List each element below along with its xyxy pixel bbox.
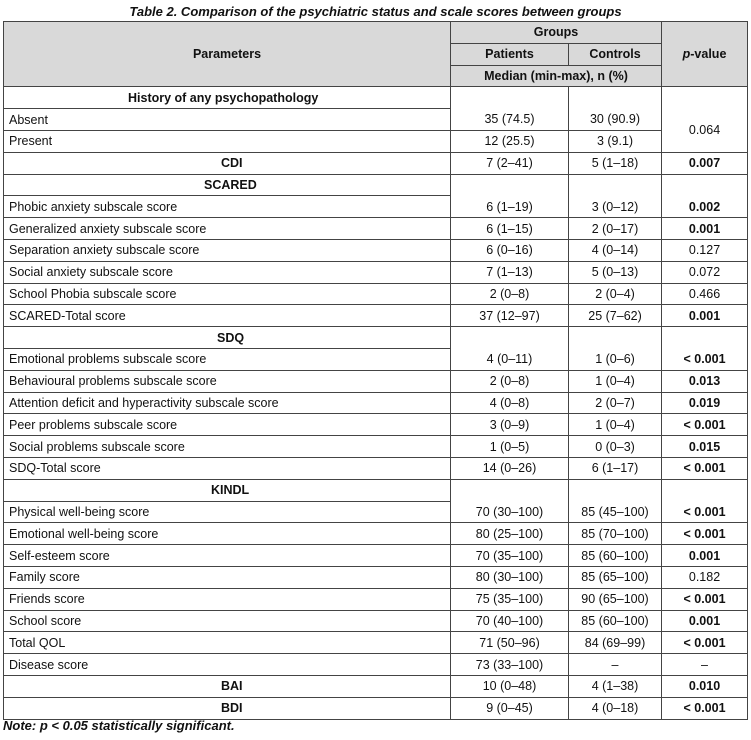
controls-cell: – bbox=[569, 654, 662, 676]
table-row bbox=[4, 109, 748, 131]
pvalue-cell: 0.001 bbox=[662, 610, 748, 632]
pvalue-cell: < 0.001 bbox=[662, 632, 748, 654]
table-row bbox=[4, 283, 748, 305]
patients-cell: 70 (30–100) bbox=[451, 501, 569, 523]
row-label: Social problems subscale score bbox=[4, 436, 451, 458]
pvalue-cell: < 0.001 bbox=[662, 523, 748, 545]
comparison-table bbox=[3, 21, 748, 720]
table-note bbox=[3, 718, 235, 734]
pvalue-cell: 0.001 bbox=[662, 545, 748, 567]
patients-cell: 2 (0–8) bbox=[451, 370, 569, 392]
pvalue-cell: 0.072 bbox=[662, 261, 748, 283]
row-label: Friends score bbox=[4, 588, 451, 610]
row-label: Peer problems subscale score bbox=[4, 414, 451, 436]
row-label: Emotional problems subscale score bbox=[4, 348, 451, 370]
table-row bbox=[4, 392, 748, 414]
row-label: Generalized anxiety subscale score bbox=[4, 218, 451, 240]
table-row bbox=[4, 348, 748, 370]
table-row bbox=[4, 457, 748, 479]
patients-cell: 6 (0–16) bbox=[451, 239, 569, 261]
patients-cell: 3 (0–9) bbox=[451, 414, 569, 436]
pvalue-cell: < 0.001 bbox=[662, 697, 748, 719]
patients-cell: 80 (25–100) bbox=[451, 523, 569, 545]
row-label: Attention deficit and hyperactivity subscale score bbox=[4, 392, 451, 414]
table-row bbox=[4, 196, 748, 218]
table-row bbox=[4, 370, 748, 392]
patients-cell: 7 (2–41) bbox=[451, 152, 569, 174]
pvalue-cell: 0.001 bbox=[662, 218, 748, 240]
pvalue-cell: < 0.001 bbox=[662, 457, 748, 479]
controls-cell: 4 (1–38) bbox=[569, 675, 662, 697]
table-row bbox=[4, 501, 748, 523]
controls-cell: 84 (69–99) bbox=[569, 632, 662, 654]
patients-cell: 37 (12–97) bbox=[451, 305, 569, 327]
bai-row bbox=[4, 675, 748, 697]
pvalue-cell: 0.010 bbox=[662, 675, 748, 697]
row-label: Emotional well-being score bbox=[4, 523, 451, 545]
pvalue-cell: 0.064 bbox=[662, 109, 748, 153]
bai-label: BAI bbox=[4, 675, 451, 697]
pvalue-cell: < 0.001 bbox=[662, 348, 748, 370]
note-prefix: Note: bbox=[3, 718, 40, 733]
patients-cell: 2 (0–8) bbox=[451, 283, 569, 305]
table-row bbox=[4, 654, 748, 676]
pvalue-cell: 0.127 bbox=[662, 239, 748, 261]
header-patients: Patients bbox=[451, 43, 569, 65]
patients-cell: 75 (35–100) bbox=[451, 588, 569, 610]
table-row bbox=[4, 239, 748, 261]
header-median: Median (min-max), n (%) bbox=[451, 65, 662, 87]
sdq-title-row bbox=[4, 327, 748, 349]
patients-cell: 6 (1–15) bbox=[451, 218, 569, 240]
row-label: Disease score bbox=[4, 654, 451, 676]
sdq-section bbox=[4, 327, 748, 480]
row-label: Absent bbox=[4, 109, 451, 131]
patients-cell: 80 (30–100) bbox=[451, 566, 569, 588]
patients-cell: 70 (35–100) bbox=[451, 545, 569, 567]
pvalue-cell: < 0.001 bbox=[662, 414, 748, 436]
table-row bbox=[4, 436, 748, 458]
row-label: SCARED-Total score bbox=[4, 305, 451, 327]
note-rest: < 0.05 statistically significant. bbox=[47, 718, 235, 733]
controls-cell: 3 (0–12) bbox=[569, 196, 662, 218]
header-groups: Groups bbox=[451, 22, 662, 44]
table-row bbox=[4, 566, 748, 588]
controls-cell: 85 (60–100) bbox=[569, 610, 662, 632]
controls-cell: 1 (0–4) bbox=[569, 414, 662, 436]
history-title: History of any psychopathology bbox=[4, 87, 451, 109]
pvalue-cell: 0.001 bbox=[662, 305, 748, 327]
row-label: Total QOL bbox=[4, 632, 451, 654]
patients-cell: 70 (40–100) bbox=[451, 610, 569, 632]
controls-cell: 90 (65–100) bbox=[569, 588, 662, 610]
pvalue-cell: 0.466 bbox=[662, 283, 748, 305]
patients-cell: 4 (0–11) bbox=[451, 348, 569, 370]
header-pvalue-rest: -value bbox=[690, 47, 727, 62]
scared-title-row bbox=[4, 174, 748, 196]
controls-cell: 2 (0–4) bbox=[569, 283, 662, 305]
controls-cell: 85 (60–100) bbox=[569, 545, 662, 567]
cdi-label: CDI bbox=[4, 152, 451, 174]
controls-cell: 0 (0–3) bbox=[569, 436, 662, 458]
controls-cell: 4 (0–14) bbox=[569, 239, 662, 261]
table-row bbox=[4, 261, 748, 283]
cdi-row bbox=[4, 152, 748, 174]
header-controls: Controls bbox=[569, 43, 662, 65]
patients-cell: 4 (0–8) bbox=[451, 392, 569, 414]
row-label: Physical well-being score bbox=[4, 501, 451, 523]
table-row bbox=[4, 588, 748, 610]
controls-cell: 85 (45–100) bbox=[569, 501, 662, 523]
pvalue-cell: 0.002 bbox=[662, 196, 748, 218]
pvalue-cell: 0.182 bbox=[662, 566, 748, 588]
controls-cell: 6 (1–17) bbox=[569, 457, 662, 479]
row-label: Present bbox=[4, 130, 451, 152]
pvalue-cell: < 0.001 bbox=[662, 501, 748, 523]
table-row bbox=[4, 610, 748, 632]
row-label: Family score bbox=[4, 566, 451, 588]
controls-cell: 2 (0–7) bbox=[569, 392, 662, 414]
controls-cell: 5 (1–18) bbox=[569, 152, 662, 174]
table-row bbox=[4, 632, 748, 654]
bdi-row bbox=[4, 697, 748, 719]
kindl-title: KINDL bbox=[4, 479, 451, 501]
row-label: School score bbox=[4, 610, 451, 632]
pvalue-cell: 0.007 bbox=[662, 152, 748, 174]
row-label: Self-esteem score bbox=[4, 545, 451, 567]
bdi-label: BDI bbox=[4, 697, 451, 719]
controls-cell: 25 (7–62) bbox=[569, 305, 662, 327]
patients-cell: 35 (74.5) bbox=[451, 109, 569, 131]
patients-cell: 9 (0–45) bbox=[451, 697, 569, 719]
controls-cell: 4 (0–18) bbox=[569, 697, 662, 719]
pvalue-cell: 0.015 bbox=[662, 436, 748, 458]
controls-cell: 3 (9.1) bbox=[569, 130, 662, 152]
header-pvalue-p: p bbox=[682, 47, 691, 62]
patients-cell: 1 (0–5) bbox=[451, 436, 569, 458]
row-label: Separation anxiety subscale score bbox=[4, 239, 451, 261]
history-title-row bbox=[4, 87, 748, 109]
table-row bbox=[4, 130, 748, 152]
table-row bbox=[4, 218, 748, 240]
pvalue-cell: 0.019 bbox=[662, 392, 748, 414]
pvalue-cell: 0.013 bbox=[662, 370, 748, 392]
pvalue-cell: < 0.001 bbox=[662, 588, 748, 610]
table-caption: Table 2. Comparison of the psychiatric status and scale scores between groups bbox=[129, 4, 622, 19]
patients-cell: 14 (0–26) bbox=[451, 457, 569, 479]
controls-cell: 1 (0–6) bbox=[569, 348, 662, 370]
kindl-section bbox=[4, 479, 748, 675]
patients-cell: 12 (25.5) bbox=[451, 130, 569, 152]
controls-cell: 30 (90.9) bbox=[569, 109, 662, 131]
scared-section bbox=[4, 174, 748, 327]
controls-cell: 2 (0–17) bbox=[569, 218, 662, 240]
kindl-title-row bbox=[4, 479, 748, 501]
table-row bbox=[4, 414, 748, 436]
patients-cell: 73 (33–100) bbox=[451, 654, 569, 676]
row-label: Behavioural problems subscale score bbox=[4, 370, 451, 392]
pvalue-cell: – bbox=[662, 654, 748, 676]
scared-title: SCARED bbox=[4, 174, 451, 196]
patients-cell: 71 (50–96) bbox=[451, 632, 569, 654]
row-label: School Phobia subscale score bbox=[4, 283, 451, 305]
row-label: Social anxiety subscale score bbox=[4, 261, 451, 283]
patients-cell: 7 (1–13) bbox=[451, 261, 569, 283]
controls-cell: 1 (0–4) bbox=[569, 370, 662, 392]
row-label: Phobic anxiety subscale score bbox=[4, 196, 451, 218]
controls-cell: 5 (0–13) bbox=[569, 261, 662, 283]
note-p: p bbox=[39, 718, 48, 733]
header-parameters: Parameters bbox=[4, 22, 451, 87]
table-row bbox=[4, 305, 748, 327]
patients-cell: 10 (0–48) bbox=[451, 675, 569, 697]
controls-cell: 85 (70–100) bbox=[569, 523, 662, 545]
patients-cell: 6 (1–19) bbox=[451, 196, 569, 218]
header-pvalue bbox=[662, 22, 748, 87]
sdq-title: SDQ bbox=[4, 327, 451, 349]
row-label: SDQ-Total score bbox=[4, 457, 451, 479]
table-row bbox=[4, 523, 748, 545]
table-row bbox=[4, 545, 748, 567]
controls-cell: 85 (65–100) bbox=[569, 566, 662, 588]
